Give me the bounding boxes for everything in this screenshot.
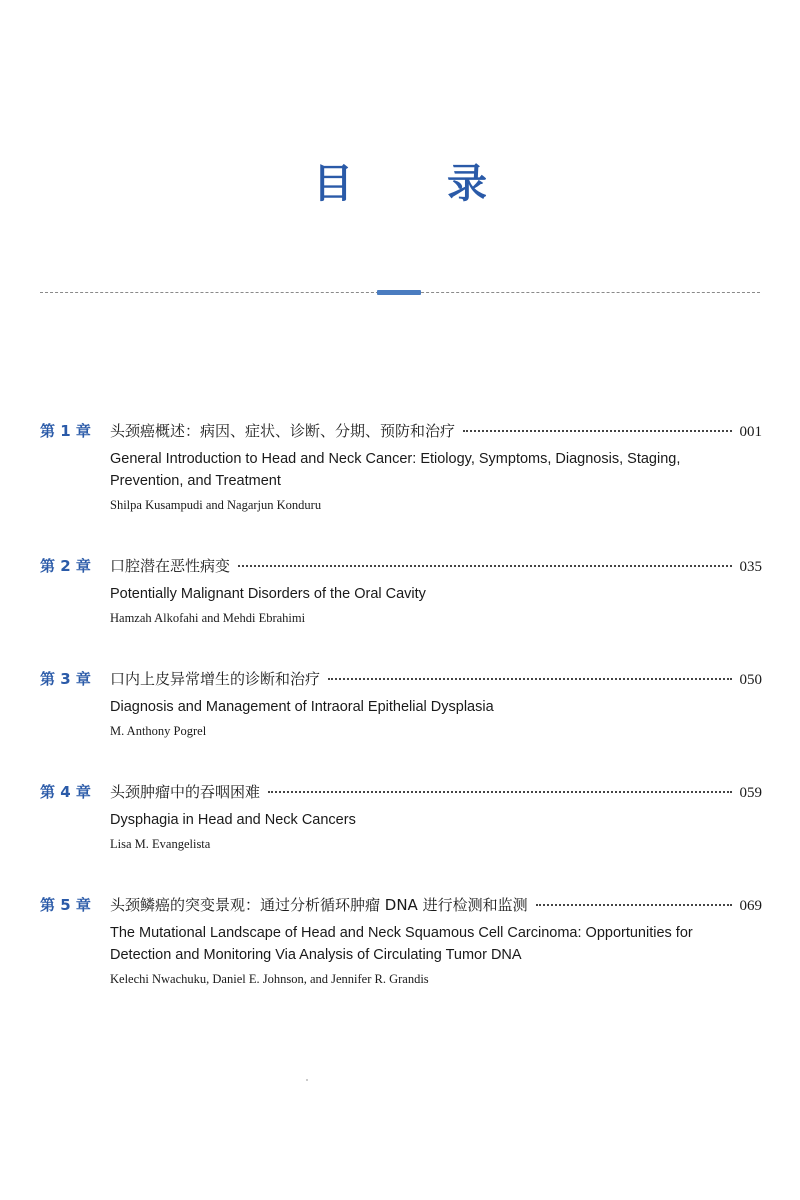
toc-entry-chapter-2[interactable] (40, 555, 762, 628)
table-of-contents (40, 420, 762, 1029)
chapter-authors: M. Anthony Pogrel (110, 724, 207, 738)
chapter-title-zh: 口内上皮异常增生的诊断和治疗 (110, 670, 321, 688)
chapter-label: 第 5 章 (40, 896, 91, 914)
page-number: 059 (739, 785, 762, 801)
toc-entry-chapter-1[interactable] (40, 420, 762, 515)
chapter-label: 第 4 章 (40, 783, 91, 801)
chapter-title-en: General Introduction to Head and Neck Cancer: Etiology, Symptoms, Diagnosis, Staging, Prevention, and Treatment (110, 451, 681, 489)
page-number: 035 (739, 559, 762, 575)
dot-leader (463, 430, 731, 432)
toc-entry-chapter-5[interactable] (40, 894, 762, 989)
dot-leader (238, 565, 731, 567)
page-number: 069 (739, 898, 762, 914)
page-number: 050 (739, 672, 762, 688)
chapter-title-en: The Mutational Landscape of Head and Neck Squamous Cell Carcinoma: Opportunities for Detection and Monitoring Via Analysis of Circulating Tumor DNA (110, 925, 693, 963)
dot-leader (268, 791, 731, 793)
toc-entry-line (40, 781, 762, 805)
toc-entry-line (40, 894, 762, 918)
chapter-title-zh: 头颈肿瘤中的吞咽困难 (110, 783, 261, 801)
chapter-label: 第 2 章 (40, 557, 91, 575)
chapter-label: 第 3 章 (40, 670, 91, 688)
page-title: 目 录 (313, 160, 527, 207)
chapter-authors: Hamzah Alkofahi and Mehdi Ebrahimi (110, 611, 306, 625)
divider-accent-bar (377, 290, 421, 295)
toc-entry-chapter-3[interactable] (40, 668, 762, 741)
print-speck (306, 1079, 308, 1081)
chapter-authors: Shilpa Kusampudi and Nagarjun Konduru (110, 498, 322, 512)
chapter-label: 第 1 章 (40, 422, 91, 440)
toc-entry-line (40, 555, 762, 579)
chapter-title-zh: 头颈鳞癌的突变景观：通过分析循环肿瘤 DNA 进行检测和监测 (110, 896, 528, 914)
chapter-title-en: Diagnosis and Management of Intraoral Epithelial Dysplasia (110, 699, 494, 715)
dot-leader (328, 678, 731, 680)
chapter-title-zh: 头颈癌概述：病因、症状、诊断、分期、预防和治疗 (110, 422, 456, 440)
page-number: 001 (739, 424, 762, 440)
dot-leader (536, 904, 732, 906)
chapter-authors: Kelechi Nwachuku, Daniel E. Johnson, and Jennifer R. Grandis (110, 972, 429, 986)
toc-entry-line (40, 420, 762, 444)
chapter-title-en: Dysphagia in Head and Neck Cancers (110, 812, 356, 828)
chapter-title-en: Potentially Malignant Disorders of the Oral Cavity (110, 586, 426, 602)
chapter-authors: Lisa M. Evangelista (110, 837, 211, 851)
chapter-title-zh: 口腔潜在恶性病变 (110, 557, 231, 575)
toc-entry-chapter-4[interactable] (40, 781, 762, 854)
toc-entry-line (40, 668, 762, 692)
